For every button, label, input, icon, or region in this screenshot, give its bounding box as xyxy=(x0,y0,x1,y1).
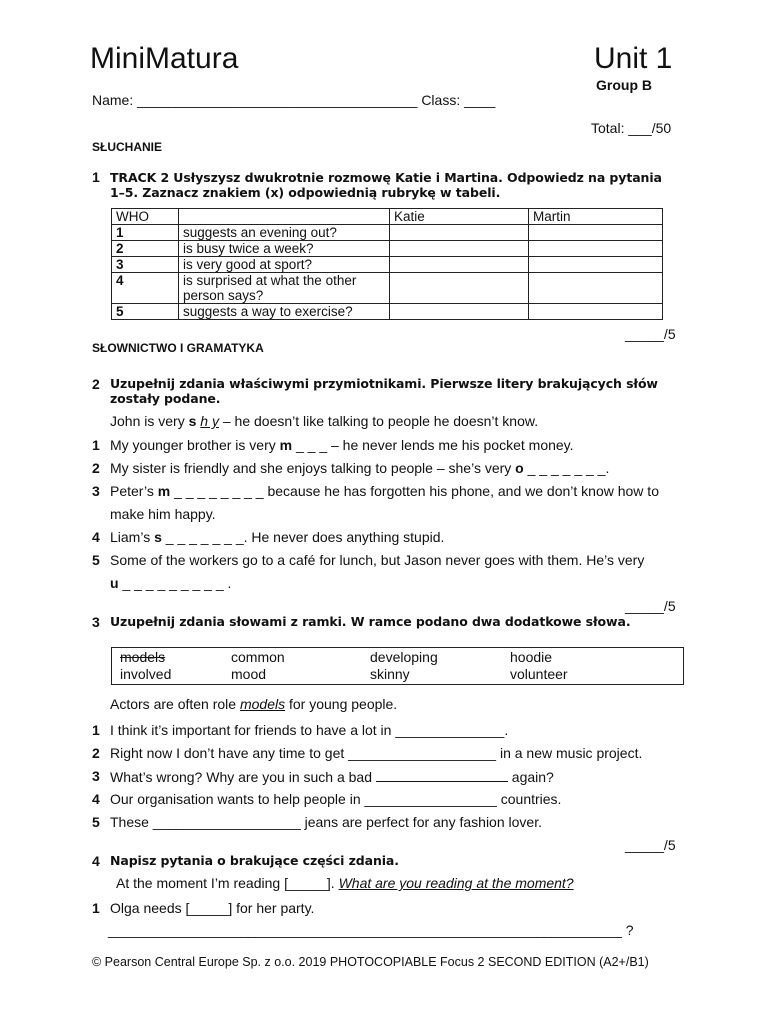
example-sentence xyxy=(110,413,538,429)
item-number: 1 xyxy=(92,722,100,738)
exercise-instruction: Napisz pytania o brakujące części zdania. xyxy=(110,853,399,868)
table-header-row xyxy=(112,209,663,225)
table-row xyxy=(112,225,663,241)
item-number: 2 xyxy=(92,460,100,476)
exercise-instruction: 1–5. Zaznacz znakiem (x) odpowiednią rubrykę w tabeli. xyxy=(110,185,501,200)
word-box-item: skinny xyxy=(370,666,410,682)
gap-sentence: Olga needs [_____] for her party. xyxy=(110,900,315,916)
row-number: 4 xyxy=(112,273,179,304)
table-row xyxy=(112,273,663,304)
exercise-instruction: Uzupełnij zdania słowami z ramki. W ramce podano dwa dodatkowe słowa. xyxy=(110,614,631,629)
table-row xyxy=(112,257,663,273)
copyright-footer: © Pearson Central Europe Sp. z o.o. 2019 PHOTOCOPIABLE Focus 2 SECOND EDITION (A2+/B1) xyxy=(92,955,649,969)
first-letter: u xyxy=(110,575,119,591)
item-number: 5 xyxy=(92,814,100,830)
example-sentence xyxy=(116,875,574,891)
answer-line[interactable]: __________________________________________________________________ ? xyxy=(108,922,634,938)
gap-sentence[interactable] xyxy=(110,768,554,785)
section-score: _____/5 xyxy=(625,837,676,853)
word-box-item: common xyxy=(231,649,285,665)
page-title: MiniMatura xyxy=(90,42,239,75)
text: At the moment I’m reading [_____]. xyxy=(116,875,339,891)
item-number: 5 xyxy=(92,552,100,568)
first-letter: m xyxy=(157,483,171,499)
gap-sentence[interactable]: These ___________________ jeans are perfect for any fashion lover. xyxy=(110,814,542,830)
answer-table xyxy=(111,208,663,320)
text: _ _ _ _ _ _ _ _ _ . xyxy=(118,575,232,591)
gap-sentence[interactable] xyxy=(110,437,574,453)
row-question: suggests an evening out? xyxy=(179,225,390,241)
word-box xyxy=(111,647,684,685)
item-number: 2 xyxy=(92,745,100,761)
gap-sentence[interactable]: Our organisation wants to help people in _________________ countries. xyxy=(110,791,562,807)
total-score: Total: ___/50 xyxy=(591,120,672,136)
row-question: suggests a way to exercise? xyxy=(179,304,390,320)
text: again? xyxy=(507,769,554,785)
answer-blank[interactable] xyxy=(376,768,508,782)
gap-sentence[interactable] xyxy=(110,529,444,545)
word-box-item: models xyxy=(120,649,166,665)
row-question xyxy=(179,273,390,304)
table-header-martin: Martin xyxy=(529,209,663,225)
exercise-number: 2 xyxy=(92,376,100,392)
answer-cell-martin[interactable] xyxy=(529,304,663,320)
gap-sentence[interactable]: I think it’s important for friends to have a lot in ______________. xyxy=(110,722,509,738)
text: Peter’s xyxy=(110,483,158,499)
word-box-item: involved xyxy=(120,666,172,682)
gap-sentence-continued: make him happy. xyxy=(110,506,216,522)
name-class-line[interactable]: Name: ____________________________________ Class: ____ xyxy=(92,92,496,108)
item-number: 3 xyxy=(92,768,100,784)
table-header: WHO xyxy=(112,209,179,225)
table-row xyxy=(112,241,663,257)
text: My younger brother is very xyxy=(110,437,280,453)
gap-sentence-continued[interactable] xyxy=(110,575,231,591)
first-letter: m xyxy=(279,437,293,453)
gap-sentence[interactable]: Right now I don’t have any time to get ___________________ in a new music project. xyxy=(110,745,643,761)
text: – he doesn’t like talking to people he doesn’t know. xyxy=(218,413,539,429)
row-number: 2 xyxy=(112,241,179,257)
word-box-item: developing xyxy=(370,649,438,665)
answer-cell-martin[interactable] xyxy=(529,241,663,257)
section-heading-listening: SŁUCHANIE xyxy=(92,140,163,154)
answer-cell-katie[interactable] xyxy=(390,257,529,273)
example-answer: h y xyxy=(200,413,219,429)
text: What’s wrong? Why are you in such a bad xyxy=(110,769,376,785)
answer-cell-katie[interactable] xyxy=(390,304,529,320)
text: Liam’s xyxy=(110,529,155,545)
text: _ _ _ _ _ _ _. xyxy=(523,460,610,476)
answer-cell-martin[interactable] xyxy=(529,273,663,304)
exercise-instruction: zostały podane. xyxy=(110,391,221,406)
row-number: 5 xyxy=(112,304,179,320)
gap-sentence: Some of the workers go to a café for lunch, but Jason never goes with them. He’s very xyxy=(110,552,645,568)
text: _ _ _ _ _ _ _. He never does anything stupid. xyxy=(161,529,445,545)
exercise-number: 4 xyxy=(92,853,100,869)
table-header-katie: Katie xyxy=(390,209,529,225)
answer-cell-martin[interactable] xyxy=(529,225,663,241)
answer-cell-katie[interactable] xyxy=(390,225,529,241)
unit-label: Unit 1 xyxy=(594,42,673,75)
word-box-item: volunteer xyxy=(510,666,568,682)
section-score: _____/5 xyxy=(625,326,676,342)
first-letter: s xyxy=(154,529,162,545)
gap-sentence[interactable] xyxy=(110,483,659,499)
first-letter: o xyxy=(515,460,524,476)
answer-cell-katie[interactable] xyxy=(390,241,529,257)
item-number: 4 xyxy=(92,529,100,545)
exercise-instruction: Uzupełnij zdania właściwymi przymiotnikami. Pierwsze litery brakujących słów xyxy=(110,376,658,391)
item-number: 1 xyxy=(92,900,100,916)
word-box-item: hoodie xyxy=(510,649,553,665)
exercise-number: 3 xyxy=(92,614,100,630)
word-box-item: mood xyxy=(231,666,267,682)
table-header xyxy=(179,209,390,225)
section-heading-vocabulary: SŁOWNICTWO I GRAMATYKA xyxy=(92,341,264,355)
answer-cell-katie[interactable] xyxy=(390,273,529,304)
gap-sentence[interactable] xyxy=(110,460,609,476)
table-row xyxy=(112,304,663,320)
row-number: 3 xyxy=(112,257,179,273)
row-question-line: person says? xyxy=(183,288,264,303)
text: Actors are often role xyxy=(110,696,240,712)
text: John is very xyxy=(110,413,189,429)
exercise-number: 1 xyxy=(92,169,100,185)
text: _ _ _ – he never lends me his pocket money. xyxy=(292,437,574,453)
section-score: _____/5 xyxy=(625,598,676,614)
example-answer: models xyxy=(239,696,286,712)
first-letter: s xyxy=(188,413,197,429)
row-question: is very good at sport? xyxy=(179,257,390,273)
example-sentence xyxy=(110,696,397,712)
group-label: Group B xyxy=(596,77,652,93)
item-number: 1 xyxy=(92,437,100,453)
answer-cell-martin[interactable] xyxy=(529,257,663,273)
item-number: 4 xyxy=(92,791,100,807)
row-question-line: is surprised at what the other xyxy=(183,273,357,288)
item-number: 3 xyxy=(92,483,100,499)
example-answer: What are you reading at the moment? xyxy=(338,875,574,891)
row-question: is busy twice a week? xyxy=(179,241,390,257)
exercise-instruction: TRACK 2 Usłyszysz dwukrotnie rozmowę Katie i Martina. Odpowiedz na pytania xyxy=(110,170,662,185)
text: My sister is friendly and she enjoys talking to people – she’s very xyxy=(110,460,516,476)
row-number: 1 xyxy=(112,225,179,241)
text: for young people. xyxy=(285,696,398,712)
text: _ _ _ _ _ _ _ _ because he has forgotten his phone, and we don’t know how to xyxy=(170,483,659,499)
